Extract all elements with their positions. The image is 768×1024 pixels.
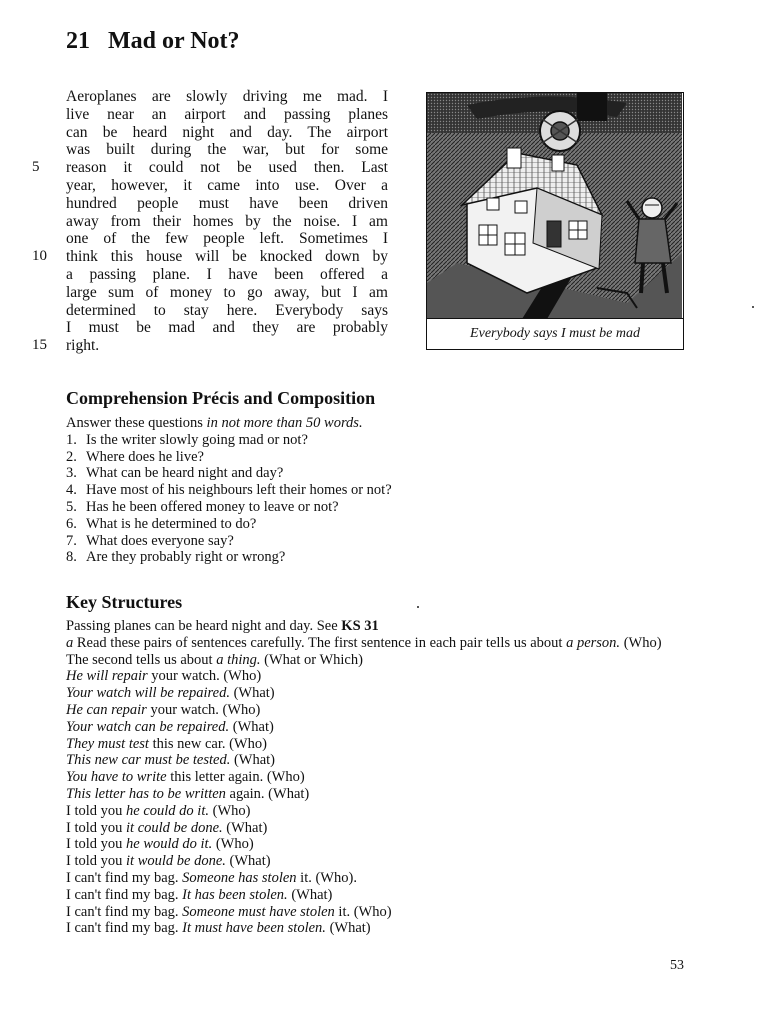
example-sentence: They must test this new car. (Who): [66, 735, 267, 752]
line-number: 10: [32, 248, 47, 265]
lesson-number: 21: [66, 28, 90, 54]
example-sentence: This letter has to be written again. (What): [66, 785, 310, 802]
example-sentence: He will repair your watch. (Who): [66, 668, 262, 685]
passage-line: can be heard night and day. The airport: [66, 123, 388, 141]
lesson-title: [66, 28, 240, 55]
passage-line: away from their homes by the noise. I am: [66, 212, 388, 230]
example-sentence: I told you he could do it. (Who): [66, 802, 251, 819]
example-sentence: You have to write this letter again. (Who): [66, 769, 305, 786]
illustration-caption: Everybody says I must be mad: [427, 318, 683, 349]
passage-line: live near an airport and passing planes: [66, 105, 388, 123]
passage-line: was built during the war, but for some: [66, 141, 388, 159]
question-item: 3. What can be heard night and day?: [66, 465, 284, 482]
question-item: 4. Have most of his neighbours left their homes or not?: [66, 482, 392, 499]
passage-line: large sum of money to go away, but I am: [66, 283, 388, 301]
line-number: 5: [32, 159, 40, 176]
question-item: 1. Is the writer slowly going mad or not?: [66, 431, 308, 448]
example-sentence: I told you it could be done. (What): [66, 819, 268, 836]
question-item: 2. Where does he live?: [66, 448, 204, 465]
passage-line: Aeroplanes are slowly driving me mad. I: [66, 88, 388, 105]
comprehension-questions: [66, 415, 686, 566]
passage-line: a passing plane. I have been offered a: [66, 265, 388, 283]
speck: [752, 306, 754, 308]
passage-line: one of the few people left. Sometimes I: [66, 230, 388, 248]
reading-passage: [32, 88, 388, 355]
question-item: 7. What does everyone say?: [66, 532, 234, 549]
key-structures-instruction: a Read these pairs of sentences carefully. The first sentence in each pair tells us about a person. (Who) The second tells us about a thing. (What or Which): [66, 634, 662, 668]
question-item: 6. What is he determined to do?: [66, 515, 257, 532]
key-structures-body: [66, 618, 686, 937]
house-plane-illustration: [427, 93, 682, 319]
comprehension-instruction: Answer these questions in not more than 50 words.: [66, 415, 363, 431]
example-sentence: He can repair your watch. (Who): [66, 701, 261, 718]
lesson-title-text: Mad or Not?: [108, 28, 240, 54]
passage-line: 5 reason it could not be used then. Last: [32, 159, 388, 177]
example-sentence: I can't find my bag. It must have been stolen. (What): [66, 920, 371, 937]
example-sentence: This new car must be tested. (What): [66, 752, 276, 769]
question-item: 8. Are they probably right or wrong?: [66, 549, 286, 566]
page-number: 53: [670, 958, 684, 973]
passage-line: hundred people must have been driven: [66, 194, 388, 212]
comprehension-heading: Comprehension Précis and Composition: [66, 388, 376, 408]
example-sentence: I can't find my bag. It has been stolen. (What): [66, 886, 333, 903]
key-structures-intro: Passing planes can be heard night and day. See KS 31: [66, 618, 379, 634]
example-sentence: Your watch will be repaired. (What): [66, 685, 275, 702]
passage-line: year, however, it came into use. Over a: [66, 176, 388, 194]
passage-line: determined to stay here. Everybody says: [66, 301, 388, 319]
example-sentence: I told you it would be done. (What): [66, 853, 271, 870]
speck: [417, 606, 419, 608]
passage-line: 15 right.: [32, 337, 100, 355]
passage-line: I must be mad and they are probably: [66, 319, 388, 337]
example-sentence: Your watch can be repaired. (What): [66, 718, 274, 735]
line-number: 15: [32, 337, 47, 354]
example-sentence: I told you he would do it. (Who): [66, 836, 254, 853]
key-structures-heading: Key Structures: [66, 592, 183, 612]
illustration: [426, 92, 684, 350]
example-sentence: I can't find my bag. Someone has stolen it. (Who).: [66, 869, 357, 886]
example-sentence: I can't find my bag. Someone must have stolen it. (Who): [66, 903, 392, 920]
passage-line: 10 think this house will be knocked down by: [32, 248, 388, 266]
question-item: 5. Has he been offered money to leave or not?: [66, 498, 339, 515]
